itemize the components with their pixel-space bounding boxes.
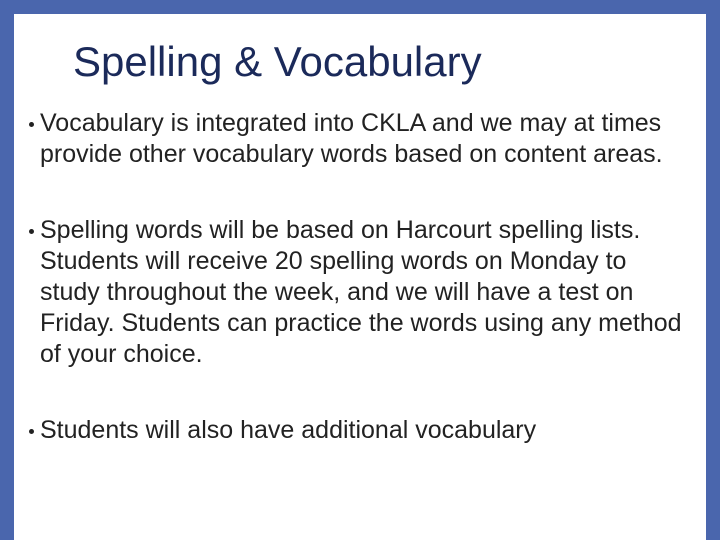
bullet-list bbox=[14, 108, 706, 446]
bullet-text: Spelling words will be based on Harcourt spelling lists. Students will receive 20 spelling words on Monday to study throughout the week, and we will have a test on Friday. Students can practice the words using any method of your choice. bbox=[40, 216, 682, 368]
bullet-item-additional-vocabulary bbox=[14, 415, 706, 446]
bullet-text: Vocabulary is integrated into CKLA and we may at times provide other vocabulary words based on content areas. bbox=[40, 109, 663, 168]
bullet-item-vocabulary bbox=[14, 108, 706, 170]
slide-content-area bbox=[14, 14, 706, 540]
bullet-dot-icon bbox=[29, 429, 34, 434]
bullet-item-spelling bbox=[14, 215, 706, 370]
bullet-dot-icon bbox=[29, 122, 34, 127]
slide-title: Spelling & Vocabulary bbox=[73, 38, 482, 85]
bullet-text: Students will also have additional vocabulary bbox=[40, 416, 537, 444]
bullet-dot-icon bbox=[29, 229, 34, 234]
